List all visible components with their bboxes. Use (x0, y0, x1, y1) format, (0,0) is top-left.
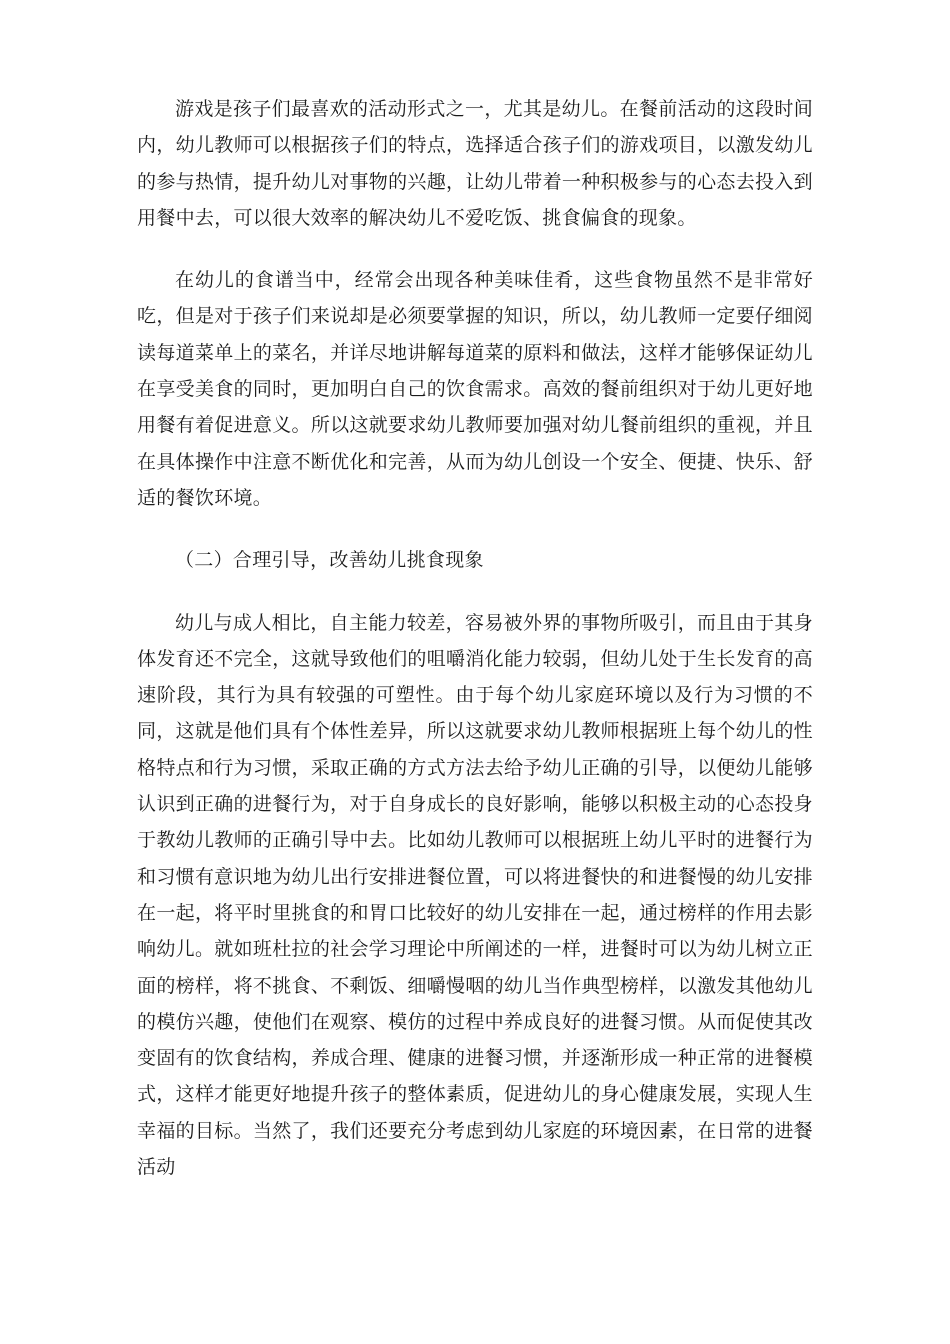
paragraph: 幼儿与成人相比，自主能力较差，容易被外界的事物所吸引，而且由于其身体发育还不完全，这就导致他们的咀嚼消化能力较弱，但幼儿处于生长发育的高速阶段，其行为具有较强的可塑性。由于每个幼儿家庭环境以及行为习惯的不同，这就是他们具有个体性差异，所以这就要求幼儿教师根据班上每个幼儿的性格特点和行为习惯，采取正确的方式方法去给予幼儿正确的引导，以便幼儿能够认识到正确的进餐行为，对于自身成长的良好影响，能够以积极主动的心态投身于教幼儿教师的正确引导中去。比如幼儿教师可以根据班上幼儿平时的进餐行为和习惯有意识地为幼儿出行安排进餐位置，可以将进餐快的和进餐慢的幼儿安排在一起，将平时里挑食的和胃口比较好的幼儿安排在一起，通过榜样的作用去影响幼儿。就如班杜拉的社会学习理论中所阐述的一样，进餐时可以为幼儿树立正面的榜样，将不挑食、不剩饭、细嚼慢咽的幼儿当作典型榜样，以激发其他幼儿的模仿兴趣，使他们在观察、模仿的过程中养成良好的进餐习惯。从而促使其改变固有的饮食结构，养成合理、健康的进餐习惯，并逐渐形成一种正常的进餐模式，这样才能更好地提升孩子的整体素质，促进幼儿的身心健康发展，实现人生幸福的目标。当然了，我们还要充分考虑到幼儿家庭的环境因素，在日常的进餐活动 (137, 611, 813, 1179)
document-body (137, 91, 813, 1185)
section-heading: （二）合理引导，改善幼儿挑食现象 (175, 549, 484, 572)
paragraph: 在幼儿的食谱当中，经常会出现各种美味佳肴，这些食物虽然不是非常好吃，但是对于孩子们来说却是必须要掌握的知识，所以，幼儿教师一定要仔细阅读每道菜单上的菜名，并详尽地讲解每道菜的原料和做法，这样才能够保证幼儿在享受美食的同时，更加明白自己的饮食需求。高效的餐前组织对于幼儿更好地用餐有着促进意义。所以这就要求幼儿教师要加强对幼儿餐前组织的重视，并且在具体操作中注意不断优化和完善，从而为幼儿创设一个安全、便捷、快乐、舒适的餐饮环境。 (137, 269, 813, 509)
paragraph: 游戏是孩子们最喜欢的活动形式之一，尤其是幼儿。在餐前活动的这段时间内，幼儿教师可以根据孩子们的特点，选择适合孩子们的游戏项目，以激发幼儿的参与热情，提升幼儿对事物的兴趣，让幼儿带着一种积极参与的心态去投入到用餐中去，可以很大效率的解决幼儿不爱吃饭、挑食偏食的现象。 (137, 98, 813, 229)
